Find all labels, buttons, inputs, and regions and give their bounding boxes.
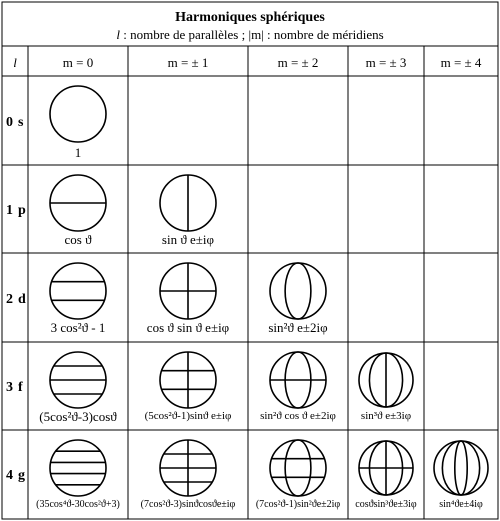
formula-l3-m0: (5cos²ϑ-3)cosϑ bbox=[39, 409, 117, 424]
header-m2: m = ± 2 bbox=[277, 55, 319, 70]
formula-l0-m0: 1 bbox=[74, 145, 82, 160]
formula-l3-m3: sin³ϑ e±3iφ bbox=[360, 410, 412, 422]
header-m1: m = ± 1 bbox=[167, 55, 209, 70]
row-1-l: 1 bbox=[6, 203, 13, 218]
formula-l4-m0: (35cos⁴ϑ-30cos²ϑ+3) bbox=[36, 499, 120, 510]
row-0-orbital: s bbox=[18, 115, 24, 130]
row-3-orbital: f bbox=[18, 380, 23, 395]
sphere-l0-m0-outline bbox=[50, 86, 106, 142]
formula-l1-m0: cos ϑ bbox=[64, 232, 92, 247]
subtitle-text: : nombre de parallèles ; |m| : nombre de méridiens bbox=[119, 27, 384, 42]
sphere-l4-m4-meridian bbox=[442, 441, 479, 495]
row-2-orbital: d bbox=[18, 292, 26, 307]
formula-l1-m1: sin ϑ e±iφ bbox=[161, 232, 215, 247]
header-l: l bbox=[13, 55, 17, 70]
row-4-orbital: g bbox=[18, 468, 25, 483]
formula-l3-m2: sin²ϑ cos ϑ e±2iφ bbox=[260, 410, 336, 422]
formula-l2-m2: sin²ϑ e±2iφ bbox=[268, 320, 328, 335]
formula-l4-m2: (7cos²ϑ-1)sin²ϑe±2iφ bbox=[255, 499, 341, 510]
sphere-l2-m2-meridian bbox=[285, 263, 311, 319]
row-1-orbital: p bbox=[18, 203, 26, 218]
sphere-l4-m2-outline bbox=[270, 440, 326, 496]
sphere-l4-m2-meridian bbox=[285, 440, 311, 496]
row-0-l: 0 bbox=[6, 115, 13, 130]
formula-l4-m4: sin⁴ϑe±4iφ bbox=[439, 499, 483, 510]
formula-l2-m0: 3 cos²ϑ - 1 bbox=[50, 320, 106, 335]
sphere-l4-m0-outline bbox=[50, 440, 106, 496]
page-subtitle bbox=[0, 27, 500, 43]
header-m4: m = ± 4 bbox=[440, 55, 482, 70]
row-4-l: 4 bbox=[6, 468, 13, 483]
row-3-l: 3 bbox=[6, 380, 13, 395]
sphere-l2-m2-outline bbox=[270, 263, 326, 319]
page-title: Harmoniques sphériques bbox=[175, 10, 325, 25]
formula-l2-m1: cos ϑ sin ϑ e±iφ bbox=[146, 320, 230, 335]
sphere-l4-m4-meridian bbox=[455, 441, 467, 495]
sphere-l2-m0-outline bbox=[50, 263, 106, 319]
formula-l4-m1: (7cos²ϑ-3)sinϑcosϑe±iφ bbox=[140, 499, 236, 510]
header-m3: m = ± 3 bbox=[365, 55, 407, 70]
formula-l3-m1: (5cos²ϑ-1)sinϑ e±iφ bbox=[144, 410, 232, 422]
formula-l4-m3: cosϑsin³ϑe±3iφ bbox=[355, 499, 417, 510]
subtitle-l-symbol: l bbox=[116, 27, 120, 42]
header-m0: m = 0 bbox=[62, 55, 94, 70]
row-2-l: 2 bbox=[6, 292, 13, 307]
